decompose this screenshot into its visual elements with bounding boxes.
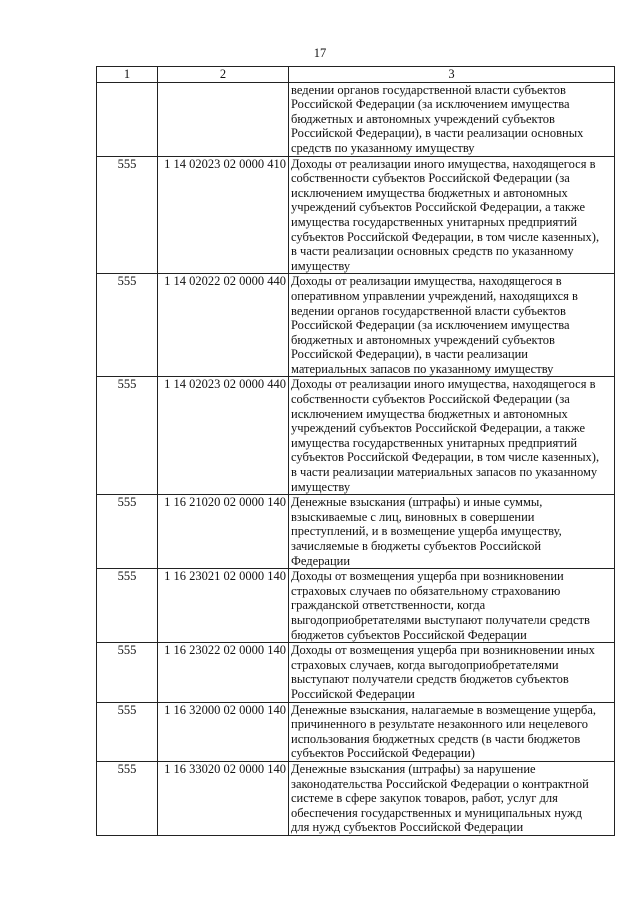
description-line: учреждений субъектов Российской Федерации, а также bbox=[291, 200, 586, 215]
administrator-code-cell: 555 bbox=[97, 643, 158, 702]
description-line: субъектов Российской Федерации, в том числе казенных), bbox=[291, 229, 600, 244]
description-line: ведении органов государственной власти субъектов bbox=[291, 303, 566, 318]
description-line: Доходы от реализации имущества, находящегося в bbox=[291, 274, 562, 289]
table-row bbox=[97, 643, 615, 702]
column-header-1: 1 bbox=[97, 67, 158, 83]
administrator-code-cell: 555 bbox=[97, 702, 158, 761]
description-line: бюджетов субъектов Российской Федерации bbox=[291, 627, 527, 642]
administrator-code-cell: 555 bbox=[97, 569, 158, 643]
description-line: имуществу bbox=[291, 258, 351, 273]
description-line: зачисляемые в бюджеты субъектов Российской bbox=[291, 539, 542, 553]
income-description-cell bbox=[289, 377, 615, 495]
table-row bbox=[97, 761, 615, 835]
administrator-code-cell: 555 bbox=[97, 761, 158, 835]
description-line: Российской Федерации), в части реализации основных bbox=[291, 126, 584, 141]
description-line: Доходы от возмещения ущерба при возникновении bbox=[291, 569, 564, 584]
budget-code-cell: 1 16 23022 02 0000 140 bbox=[158, 643, 289, 702]
description-line: гражданской ответственности, когда bbox=[291, 598, 486, 613]
description-line: выступают получатели средств бюджетов субъектов bbox=[291, 672, 569, 687]
description-line: в части реализации материальных запасов по указанному bbox=[291, 465, 598, 480]
description-line: исключением имущества бюджетных и автономных bbox=[291, 185, 568, 200]
description-line: имущества государственных унитарных предприятий bbox=[291, 214, 578, 229]
description-line: законодательства Российской Федерации о контрактной bbox=[291, 776, 589, 791]
description-line: средств по указанному имуществу bbox=[291, 140, 475, 155]
income-description-cell bbox=[289, 156, 615, 274]
administrator-code-cell bbox=[97, 82, 158, 156]
budget-classification-table bbox=[96, 66, 615, 836]
description-line: субъектов Российской Федерации) bbox=[291, 746, 475, 761]
description-line: страховых случаев по обязательному страхованию bbox=[291, 583, 561, 598]
income-description-cell bbox=[289, 82, 615, 156]
table-row bbox=[97, 156, 615, 274]
income-description-cell bbox=[289, 495, 615, 569]
description-line: Денежные взыскания (штрафы) за нарушение bbox=[291, 761, 536, 776]
description-line: имущества государственных унитарных предприятий bbox=[291, 435, 578, 450]
page-number: 17 bbox=[313, 46, 327, 60]
description-line: Федерации bbox=[291, 553, 351, 568]
income-description-cell bbox=[289, 569, 615, 643]
income-description-cell bbox=[289, 274, 615, 377]
table-body bbox=[97, 82, 615, 835]
description-line: Денежные взыскания, налагаемые в возмещение ущерба, bbox=[291, 702, 597, 717]
description-line: страховых случаев, когда выгодоприобретателями bbox=[291, 657, 559, 672]
administrator-code-cell: 555 bbox=[97, 377, 158, 495]
description-line: выгодоприобретателями выступают получатели средств bbox=[291, 612, 590, 627]
description-line: бюджетных и автономных учреждений субъектов bbox=[291, 111, 555, 126]
budget-code-cell: 1 14 02023 02 0000 440 bbox=[158, 377, 289, 495]
budget-code-cell: 1 16 21020 02 0000 140 bbox=[158, 495, 289, 569]
description-line: обеспечения государственных и муниципальных нужд bbox=[291, 805, 583, 820]
description-line: Доходы от возмещения ущерба при возникновении иных bbox=[291, 643, 595, 658]
description-line: учреждений субъектов Российской Федерации, а также bbox=[291, 421, 586, 436]
description-line: Российской Федерации), в части реализации bbox=[291, 347, 528, 362]
description-line: причиненного в результате незаконного или нецелевого bbox=[291, 717, 588, 732]
table-row bbox=[97, 702, 615, 761]
budget-code-cell: 1 16 23021 02 0000 140 bbox=[158, 569, 289, 643]
budget-code-cell: 1 16 32000 02 0000 140 bbox=[158, 702, 289, 761]
column-header-3: 3 bbox=[289, 67, 615, 83]
income-description-cell bbox=[289, 761, 615, 835]
description-line: взыскиваемые с лиц, виновных в совершении bbox=[291, 509, 535, 524]
description-line: Доходы от реализации иного имущества, находящегося в bbox=[291, 377, 596, 392]
table-row bbox=[97, 495, 615, 569]
description-line: Российской Федерации (за исключением имущества bbox=[291, 318, 570, 333]
description-line: собственности субъектов Российской Федерации (за bbox=[291, 392, 570, 407]
description-line: бюджетных и автономных учреждений субъектов bbox=[291, 332, 555, 347]
description-line: Доходы от реализации иного имущества, находящегося в bbox=[291, 156, 596, 171]
table-row bbox=[97, 82, 615, 156]
table-header-row bbox=[97, 67, 615, 83]
budget-code-cell: 1 16 33020 02 0000 140 bbox=[158, 761, 289, 835]
administrator-code-cell: 555 bbox=[97, 274, 158, 377]
income-description-cell bbox=[289, 643, 615, 702]
administrator-code-cell: 555 bbox=[97, 495, 158, 569]
description-line: собственности субъектов Российской Федерации (за bbox=[291, 171, 570, 186]
description-line: субъектов Российской Федерации, в том числе казенных), bbox=[291, 450, 600, 465]
column-header-2: 2 bbox=[158, 67, 289, 83]
description-line: Денежные взыскания (штрафы) и иные суммы, bbox=[291, 495, 543, 510]
description-line: в части реализации основных средств по указанному bbox=[291, 244, 574, 259]
description-line: для нужд субъектов Российской Федерации bbox=[291, 820, 524, 835]
table-row bbox=[97, 274, 615, 377]
budget-code-cell bbox=[158, 82, 289, 156]
table-row bbox=[97, 569, 615, 643]
income-description-cell bbox=[289, 702, 615, 761]
description-line: материальных запасов по указанному имуществу bbox=[291, 361, 554, 376]
description-line: Российской Федерации (за исключением имущества bbox=[291, 97, 570, 112]
description-line: использования бюджетных средств (в части бюджетов bbox=[291, 731, 581, 746]
description-line: имуществу bbox=[291, 479, 351, 494]
description-line: оперативном управлении учреждений, находящихся в bbox=[291, 288, 578, 303]
description-line: преступлений, и в возмещение ущерба имуществу, bbox=[291, 524, 562, 539]
description-line: Российской Федерации bbox=[291, 686, 415, 701]
budget-code-cell: 1 14 02022 02 0000 440 bbox=[158, 274, 289, 377]
description-line: системе в сфере закупок товаров, работ, услуг для bbox=[291, 791, 558, 806]
table-row bbox=[97, 377, 615, 495]
description-line: ведении органов государственной власти субъектов bbox=[291, 82, 566, 97]
budget-code-cell: 1 14 02023 02 0000 410 bbox=[158, 156, 289, 274]
description-line: исключением имущества бюджетных и автономных bbox=[291, 406, 568, 421]
administrator-code-cell: 555 bbox=[97, 156, 158, 274]
